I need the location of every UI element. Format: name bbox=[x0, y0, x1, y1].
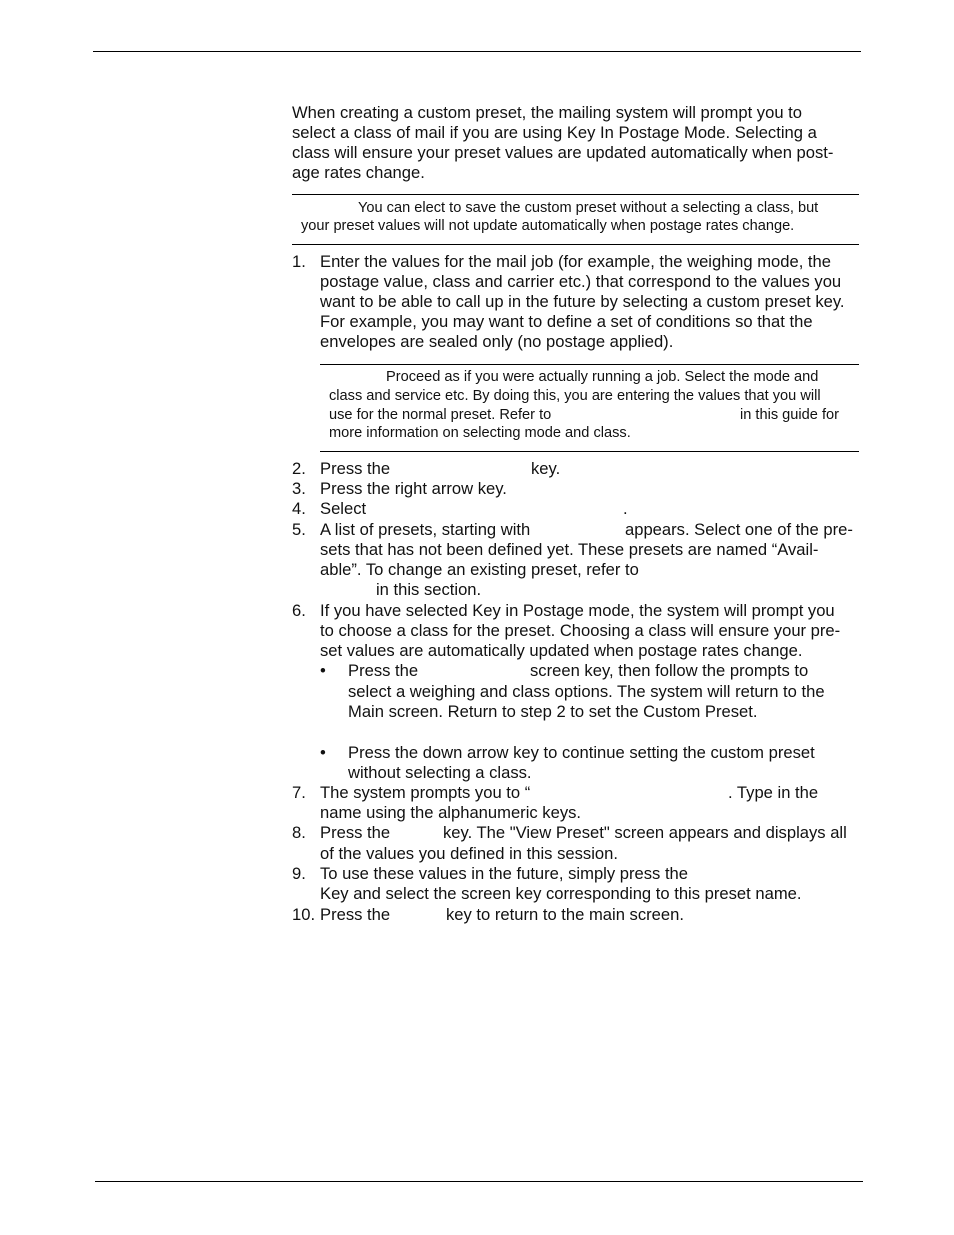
step-text: If you have selected Key in Postage mode, the system will prompt you bbox=[320, 601, 835, 620]
note-line: Proceed as if you were actually running a job. Select the mode and bbox=[386, 369, 819, 385]
step-number: 7. bbox=[292, 783, 306, 802]
step-text: For example, you may want to define a set of conditions so that the bbox=[320, 312, 813, 331]
note-top-rule bbox=[292, 194, 859, 195]
step-text: key to return to the main screen. bbox=[446, 905, 684, 924]
note-line: more information on selecting mode and class. bbox=[329, 425, 631, 441]
step-text: Press the right arrow key. bbox=[320, 479, 507, 498]
bullet-text: without selecting a class. bbox=[348, 763, 532, 782]
bullet-text: Press the down arrow key to continue setting the custom preset bbox=[348, 743, 815, 762]
step-number: 9. bbox=[292, 864, 306, 883]
step-number: 10. bbox=[292, 905, 316, 924]
note-line: class and service etc. By doing this, you are entering the values that you will bbox=[329, 388, 821, 404]
step-text: to choose a class for the preset. Choosing a class will ensure your pre- bbox=[320, 621, 841, 640]
intro-line: class will ensure your preset values are updated automatically when post- bbox=[292, 143, 834, 162]
step-number: 2. bbox=[292, 459, 306, 478]
step-text: To use these values in the future, simply press the bbox=[320, 864, 689, 883]
footer-rule bbox=[95, 1181, 863, 1182]
note-line: You can elect to save the custom preset without a selecting a class, but bbox=[358, 200, 819, 216]
step-text: appears. Select one of the pre- bbox=[625, 520, 853, 539]
step-text: able”. To change an existing preset, refer to bbox=[320, 560, 639, 579]
step-text: . bbox=[623, 499, 628, 518]
bullet-text: Press the bbox=[348, 661, 419, 680]
step-text: postage value, class and carrier etc.) that correspond to the values you bbox=[320, 272, 842, 291]
bullet-icon: • bbox=[320, 743, 326, 762]
step-text: A list of presets, starting with bbox=[320, 520, 531, 539]
step-text: The system prompts you to “ bbox=[320, 783, 531, 802]
step-number: 5. bbox=[292, 520, 306, 539]
step-text: Key and select the screen key corresponding to this preset name. bbox=[320, 884, 802, 903]
step-text: in this section. bbox=[376, 580, 482, 599]
note-top-rule bbox=[320, 364, 859, 365]
step-number: 3. bbox=[292, 479, 306, 498]
intro-line: select a class of mail if you are using Key In Postage Mode. Selecting a bbox=[292, 123, 817, 142]
note-bottom-rule bbox=[320, 451, 859, 452]
step-text: sets that has not been defined yet. These presets are named “Avail- bbox=[320, 540, 819, 559]
note-line: in this guide for bbox=[740, 407, 839, 423]
step-number: 1. bbox=[292, 252, 306, 271]
step-text: want to be able to call up in the future by selecting a custom preset key. bbox=[320, 292, 845, 311]
step-number: 4. bbox=[292, 499, 306, 518]
step-text: name using the alphanumeric keys. bbox=[320, 803, 582, 822]
note-bottom-rule bbox=[292, 244, 859, 245]
step-number: 6. bbox=[292, 601, 306, 620]
step-text: Enter the values for the mail job (for example, the weighing mode, the bbox=[320, 252, 831, 271]
note-line: your preset values will not update automatically when postage rates change. bbox=[301, 218, 795, 234]
step-text: key. The "View Preset" screen appears and displays all bbox=[443, 823, 847, 842]
bullet-text: select a weighing and class options. The system will return to the bbox=[348, 682, 825, 701]
step-text: Press the bbox=[320, 905, 391, 924]
intro-line: age rates change. bbox=[292, 163, 425, 182]
step-text: . Type in the bbox=[728, 783, 819, 802]
step-text: Press the bbox=[320, 459, 391, 478]
step-text: Select bbox=[320, 499, 367, 518]
bullet-text: screen key, then follow the prompts to bbox=[530, 661, 809, 680]
step-text: envelopes are sealed only (no postage applied). bbox=[320, 332, 674, 351]
step-number: 8. bbox=[292, 823, 306, 842]
note-line: use for the normal preset. Refer to bbox=[329, 407, 552, 423]
header-rule bbox=[93, 51, 861, 52]
step-text: key. bbox=[531, 459, 561, 478]
bullet-text: Main screen. Return to step 2 to set the Custom Preset. bbox=[348, 702, 758, 721]
step-text: set values are automatically updated when postage rates change. bbox=[320, 641, 803, 660]
intro-line: When creating a custom preset, the mailing system will prompt you to bbox=[292, 103, 803, 122]
step-text: of the values you defined in this session. bbox=[320, 844, 618, 863]
bullet-icon: • bbox=[320, 661, 326, 680]
step-text: Press the bbox=[320, 823, 391, 842]
